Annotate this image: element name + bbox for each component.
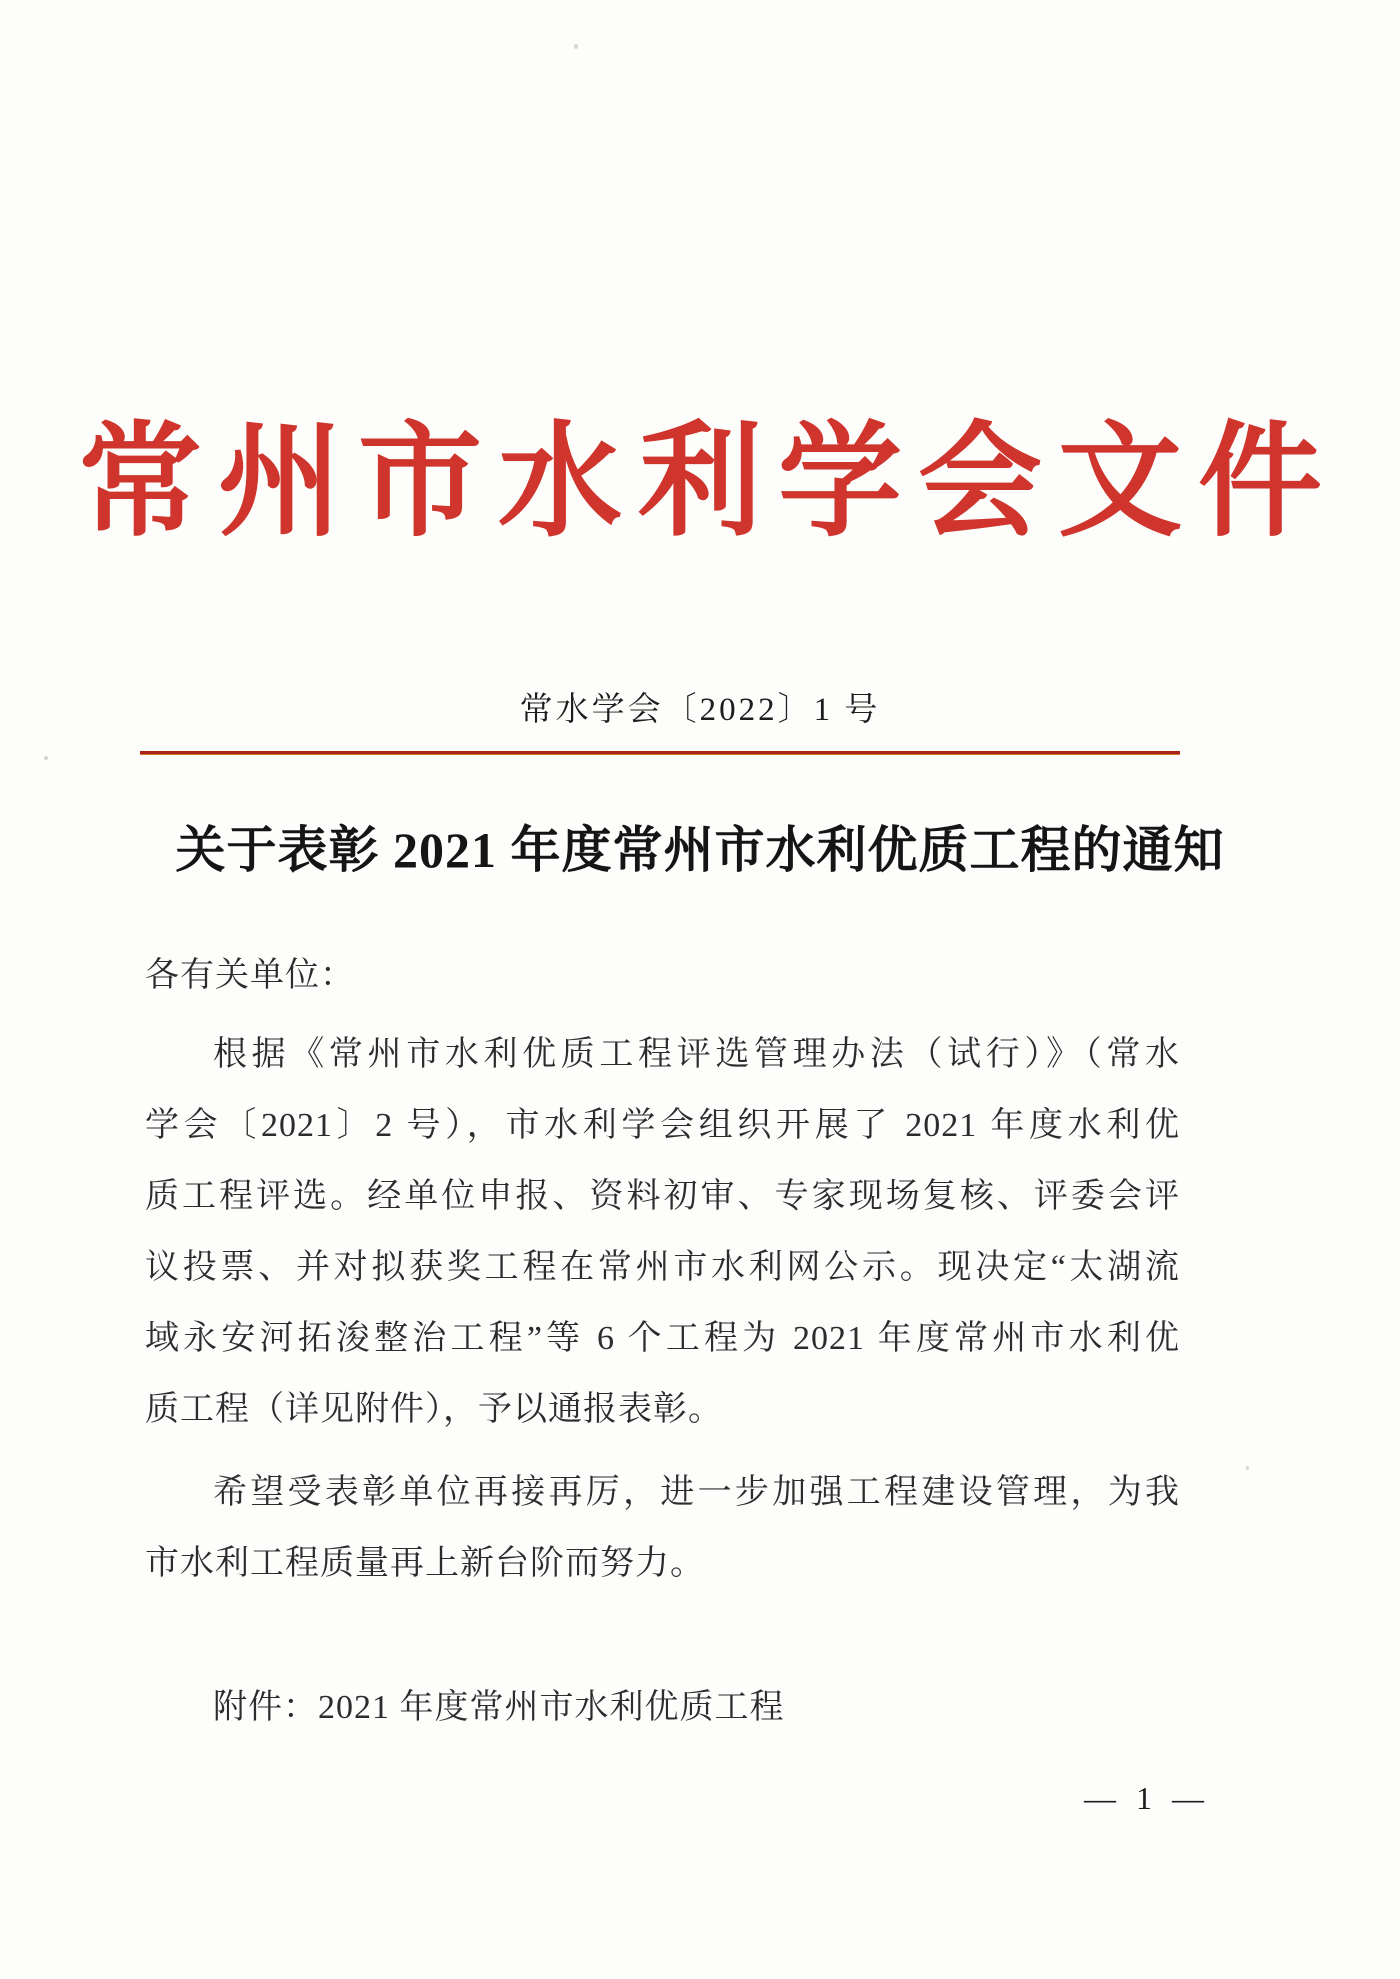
paragraph-1 bbox=[145, 1019, 1180, 1445]
attachment-line: 附件：2021 年度常州市水利优质工程 bbox=[213, 1689, 785, 1726]
scan-speck bbox=[574, 44, 578, 49]
scan-speck bbox=[1246, 1466, 1249, 1470]
red-header-rule bbox=[140, 751, 1180, 755]
paragraph-2 bbox=[145, 1457, 1180, 1599]
document-body bbox=[145, 940, 1180, 1743]
paragraph-1-line-4: 议投票、并对拟获奖工程在常州市水利网公示。现决定“太湖流 bbox=[145, 1249, 1180, 1286]
paragraph-1-line-1: 根据《常州市水利优质工程评选管理办法（试行）》（常水 bbox=[213, 1036, 1180, 1073]
paragraph-1-line-5: 域永安河拓浚整治工程”等 6 个工程为 2021 年度常州市水利优 bbox=[145, 1320, 1180, 1357]
scan-speck bbox=[44, 756, 48, 760]
page-number: — 1 — bbox=[1084, 1780, 1210, 1816]
document-number: 常水学会〔2022〕1 号 bbox=[519, 692, 881, 728]
paragraph-2-line-2: 市水利工程质量再上新台阶而努力。 bbox=[145, 1545, 705, 1582]
org-header-title: 常州市水利学会文件 bbox=[77, 414, 1338, 551]
paragraph-1-line-6: 质工程（详见附件），予以通报表彰。 bbox=[145, 1391, 723, 1428]
paragraph-1-line-3: 质工程评选。经单位申报、资料初审、专家现场复核、评委会评 bbox=[145, 1178, 1180, 1215]
notice-title: 关于表彰 2021 年度常州市水利优质工程的通知 bbox=[175, 822, 1225, 878]
paragraph-2-line-1: 希望受表彰单位再接再厉，进一步加强工程建设管理，为我 bbox=[213, 1474, 1180, 1511]
salutation-line: 各有关单位： bbox=[145, 957, 355, 994]
paragraph-1-line-2: 学会〔2021〕2 号），市水利学会组织开展了 2021 年度水利优 bbox=[145, 1107, 1180, 1144]
